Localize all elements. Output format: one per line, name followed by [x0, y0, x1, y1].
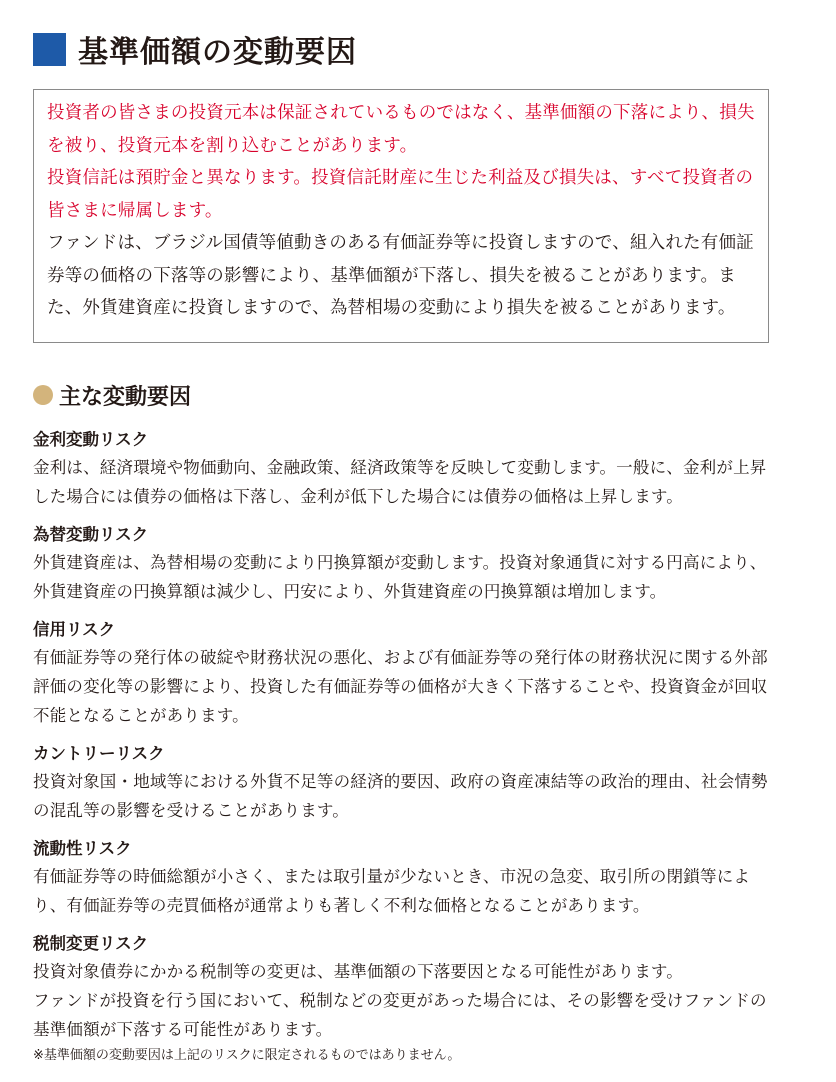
section-title: 主な変動要因 — [59, 384, 192, 410]
section-heading — [33, 377, 191, 413]
page-title: 基準価額の変動要因 — [78, 35, 357, 70]
risk-item-credit — [33, 617, 778, 730]
risk-title: 税制変更リスク — [33, 934, 149, 953]
risk-title: 流動性リスク — [33, 839, 132, 858]
risk-item-liquidity — [33, 836, 778, 920]
risk-description: 有価証券等の時価総額が小さく、または取引量が少ないとき、市況の急変、取引所の閉鎖等により、有価証券等の売買価格が通常よりも著しく不利な価格となることがあります。 — [33, 867, 751, 915]
risk-description: 投資対象国・地域等における外貨不足等の経済的要因、政府の資産凍結等の政治的理由、社会情勢の混乱等の影響を受けることがあります。 — [33, 772, 768, 820]
footnote: ※基準価額の変動要因は上記のリスクに限定されるものではありません。 — [33, 1048, 461, 1063]
risk-description: 投資対象債券にかかる税制等の変更は、基準価額の下落要因となる可能性があります。 — [33, 962, 683, 981]
bullet-dot-icon — [33, 385, 53, 405]
risk-item-country — [33, 741, 778, 825]
risk-item-tax — [33, 931, 778, 1044]
warning-trust-text: 投資信託は預貯金と異なります。投資信託財産に生じた利益及び損失は、すべて投資者の皆さまに帰属します。 — [47, 168, 754, 221]
risk-title: 金利変動リスク — [33, 430, 149, 449]
warning-principal-text: 投資者の皆さまの投資元本は保証されているものではなく、基準価額の下落により、損失を被り、投資元本を割り込むことがあります。 — [47, 103, 755, 156]
risk-item-interest-rate — [33, 427, 778, 511]
risk-description: 有価証券等の発行体の破綻や財務状況の悪化、および有価証券等の発行体の財務状況に関する外部評価の変化等の影響により、投資した有価証券等の価格が大きく下落することや、投資資金が回収不能となることがあります。 — [33, 648, 768, 725]
risk-description: 外貨建資産は、為替相場の変動により円換算額が変動します。投資対象通貨に対する円高により、外貨建資産の円換算額は減少し、円安により、外貨建資産の円換算額は増加します。 — [33, 553, 767, 601]
risk-description-extra: ファンドが投資を行う国において、税制などの変更があった場合には、その影響を受けファンドの基準価額が下落する可能性があります。 — [33, 991, 767, 1039]
page-header — [33, 27, 357, 71]
risk-title: カントリーリスク — [33, 744, 165, 763]
risk-item-currency — [33, 522, 778, 606]
warning-fund-text: ファンドは、ブラジル国債等値動きのある有価証券等に投資しますので、組入れた有価証券等の価格の下落等の影響により、基準価額が下落し、損失を被ることがあります。また、外貨建資産に投資しますので、為替相場の変動により損失を被ることがあります。 — [47, 233, 754, 318]
risk-description: 金利は、経済環境や物価動向、金融政策、経済政策等を反映して変動します。一般に、金利が上昇した場合には債券の価格は下落し、金利が低下した場合には債券の価格は上昇します。 — [33, 458, 767, 506]
risk-title: 為替変動リスク — [33, 525, 149, 544]
risk-list — [33, 427, 778, 1055]
risk-title: 信用リスク — [33, 620, 116, 639]
risk-warning-box — [33, 89, 769, 343]
header-square-icon — [33, 33, 66, 66]
